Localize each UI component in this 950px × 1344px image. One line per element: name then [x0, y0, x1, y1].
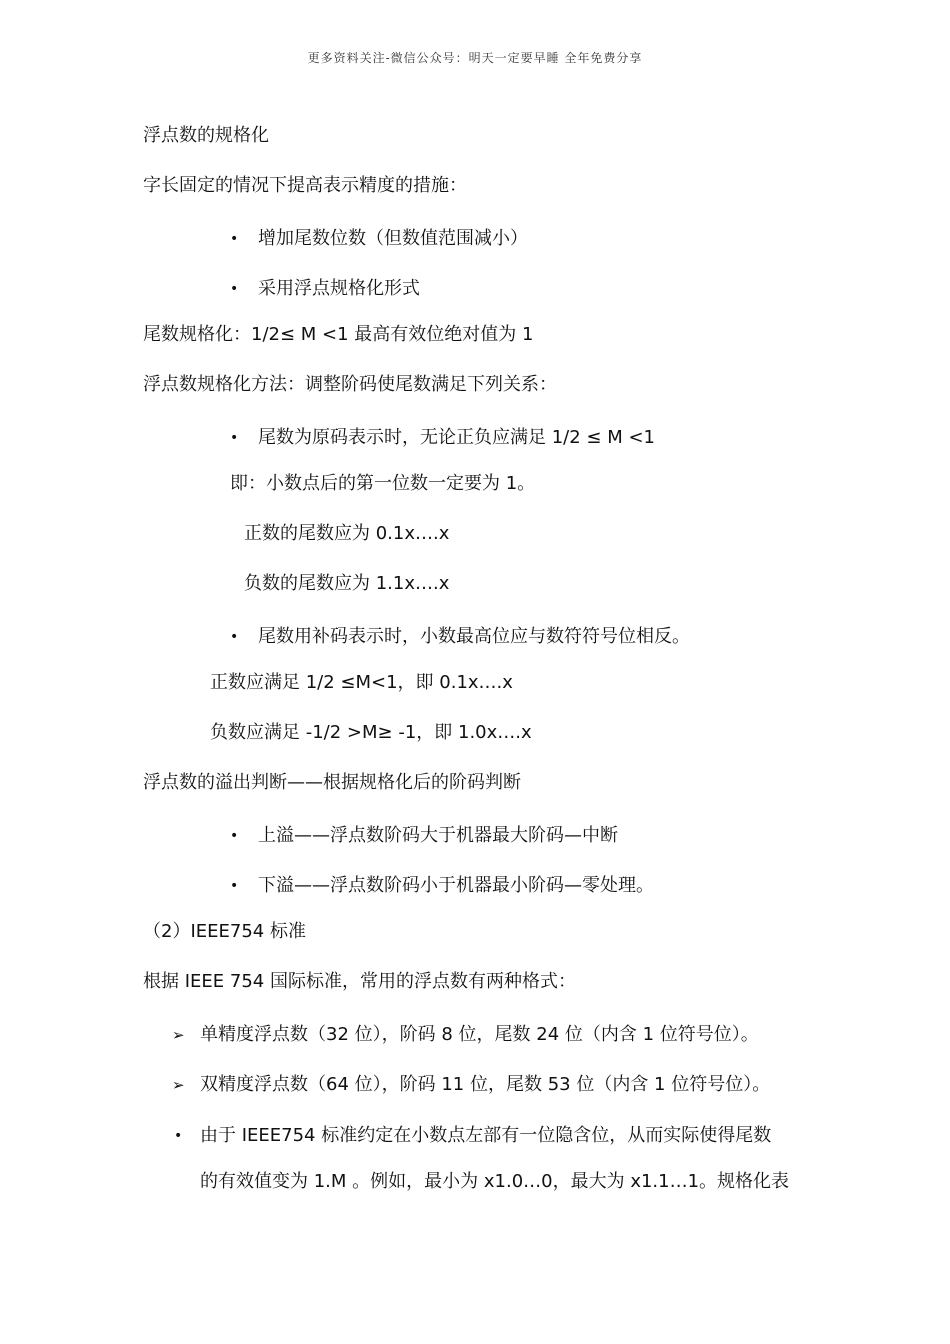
sign-magnitude-explain: 即：小数点后的第一位数一定要为 1。 — [230, 473, 536, 494]
hidden-bit-line: 的有效值变为 1.M 。例如，最小为 x1.0…0，最大为 x1.1…1。规格化表 — [200, 1171, 790, 1192]
ieee-heading: （2）IEEE754 标准 — [143, 921, 306, 942]
section-title: 浮点数的规格化 — [143, 125, 269, 146]
sign-magnitude-bullet: 尾数为原码表示时，无论正负应满足 1/2 ≤ M <1 — [258, 427, 656, 448]
ieee-intro: 根据 IEEE 754 国际标准，常用的浮点数有两种格式： — [143, 971, 576, 992]
twos-complement-bullet: 尾数用补码表示时，小数最高位应与数符符号位相反。 — [258, 626, 690, 647]
bullet-icon: • — [230, 629, 239, 645]
hidden-bit-line: 由于 IEEE754 标准约定在小数点左部有一位隐含位，从而实际使得尾数 — [200, 1125, 772, 1146]
twos-complement-positive: 正数应满足 1/2 ≤M<1，即 0.1x….x — [210, 672, 513, 693]
bullet-icon: • — [230, 878, 239, 894]
bullet-icon: • — [230, 231, 239, 247]
bullet-icon: • — [174, 1128, 183, 1144]
sign-magnitude-negative: 负数的尾数应为 1.1x….x — [244, 573, 450, 594]
overflow-item: 下溢——浮点数阶码小于机器最小阶码—零处理。 — [258, 875, 654, 896]
measure-item: 采用浮点规格化形式 — [258, 278, 420, 299]
mantissa-rule: 尾数规格化：1/2≤ M <1 最高有效位绝对值为 1 — [143, 324, 534, 345]
twos-complement-negative: 负数应满足 -1/2 >M≥ -1，即 1.0x….x — [210, 722, 532, 743]
intro-text: 字长固定的情况下提高表示精度的措施： — [143, 175, 467, 196]
method-text: 浮点数规格化方法：调整阶码使尾数满足下列关系： — [143, 374, 557, 395]
bullet-icon: • — [230, 430, 239, 446]
overflow-title: 浮点数的溢出判断——根据规格化后的阶码判断 — [143, 772, 521, 793]
sign-magnitude-positive: 正数的尾数应为 0.1x….x — [244, 523, 450, 544]
measure-item: 增加尾数位数（但数值范围减小） — [258, 228, 528, 249]
page-header: 更多资料关注-微信公众号：明天一定要早睡 全年免费分享 — [307, 51, 643, 65]
bullet-icon: • — [230, 281, 239, 297]
format-item: 单精度浮点数（32 位），阶码 8 位，尾数 24 位（内含 1 位符号位）。 — [200, 1024, 759, 1045]
arrow-bullet-icon: ➢ — [172, 1076, 185, 1094]
format-item: 双精度浮点数（64 位），阶码 11 位，尾数 53 位（内含 1 位符号位）。 — [200, 1074, 771, 1095]
bullet-icon: • — [230, 828, 239, 844]
arrow-bullet-icon: ➢ — [172, 1026, 185, 1044]
overflow-item: 上溢——浮点数阶码大于机器最大阶码—中断 — [258, 825, 618, 846]
